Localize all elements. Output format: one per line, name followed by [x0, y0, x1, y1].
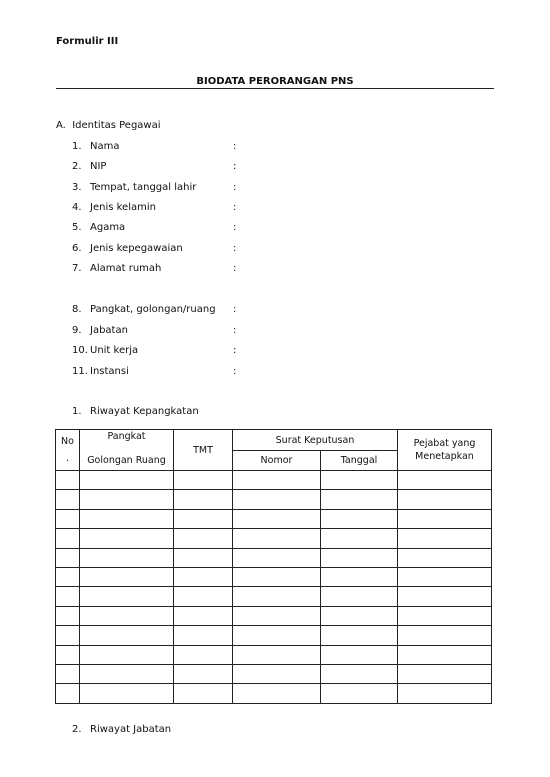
field-label: Jenis kelamin	[90, 202, 156, 213]
table-cell[interactable]	[233, 645, 321, 664]
field-number: 1.	[72, 141, 82, 152]
table-cell[interactable]	[56, 606, 80, 625]
table-cell[interactable]	[80, 509, 174, 528]
field-colon: :	[233, 182, 237, 193]
table-cell[interactable]	[321, 509, 398, 528]
field-colon: :	[233, 325, 237, 336]
riwayat-kepangkatan-number: 1.	[72, 406, 82, 417]
table-cell[interactable]	[233, 606, 321, 625]
table-cell[interactable]	[56, 529, 80, 548]
table-cell[interactable]	[174, 606, 233, 625]
table-cell[interactable]	[56, 490, 80, 509]
table-cell[interactable]	[398, 626, 492, 645]
section-a-letter: A.	[56, 120, 66, 131]
table-cell[interactable]	[398, 587, 492, 606]
field-colon: :	[233, 222, 237, 233]
table-cell[interactable]	[321, 684, 398, 703]
table-cell[interactable]	[233, 587, 321, 606]
field-label: Jenis kepegawaian	[90, 243, 183, 254]
table-row	[56, 509, 492, 528]
field-label: Alamat rumah	[90, 263, 162, 274]
table-cell[interactable]	[398, 567, 492, 586]
riwayat-jabatan-number: 2.	[72, 724, 82, 735]
table-cell[interactable]	[174, 684, 233, 703]
table-cell[interactable]	[80, 567, 174, 586]
field-number: 2.	[72, 161, 82, 172]
table-cell[interactable]	[80, 529, 174, 548]
field-colon: :	[233, 141, 237, 152]
header-nomor: Nomor	[233, 451, 321, 471]
table-cell[interactable]	[174, 471, 233, 490]
field-number: 10.	[72, 345, 88, 356]
header-golongan-ruang: Golongan Ruang	[80, 451, 174, 471]
table-cell[interactable]	[174, 529, 233, 548]
table-cell[interactable]	[321, 645, 398, 664]
field-number: 5.	[72, 222, 82, 233]
field-label: Instansi	[90, 366, 129, 377]
table-row	[56, 684, 492, 703]
table-row	[56, 548, 492, 567]
table-cell[interactable]	[398, 548, 492, 567]
section-a-heading	[56, 120, 161, 131]
table-cell[interactable]	[56, 645, 80, 664]
table-cell[interactable]	[233, 509, 321, 528]
table-cell[interactable]	[174, 567, 233, 586]
table-cell[interactable]	[233, 684, 321, 703]
table-cell[interactable]	[321, 664, 398, 683]
table-cell[interactable]	[56, 471, 80, 490]
table-cell[interactable]	[80, 490, 174, 509]
table-cell[interactable]	[398, 471, 492, 490]
field-label: NIP	[90, 161, 107, 172]
table-row	[56, 645, 492, 664]
table-row	[56, 606, 492, 625]
table-cell[interactable]	[174, 509, 233, 528]
header-pangkat: Pangkat	[80, 430, 174, 451]
field-colon: :	[233, 202, 237, 213]
table-cell[interactable]	[321, 606, 398, 625]
header-tmt: TMT	[174, 430, 233, 471]
table-cell[interactable]	[321, 471, 398, 490]
table-cell[interactable]	[398, 490, 492, 509]
field-label: Unit kerja	[90, 345, 139, 356]
field-label: Nama	[90, 141, 120, 152]
field-colon: :	[233, 304, 237, 315]
header-pejabat: Pejabat yang Menetapkan	[398, 430, 492, 471]
field-number: 11.	[72, 366, 88, 377]
table-cell[interactable]	[321, 548, 398, 567]
field-number: 8.	[72, 304, 82, 315]
table-cell[interactable]	[174, 490, 233, 509]
document-title: BIODATA PERORANGAN PNS	[196, 76, 354, 87]
table-cell[interactable]	[80, 626, 174, 645]
field-colon: :	[233, 243, 237, 254]
table-cell[interactable]	[233, 626, 321, 645]
header-tanggal: Tanggal	[321, 451, 398, 471]
header-no-text: No	[61, 436, 74, 447]
field-number: 6.	[72, 243, 82, 254]
table-cell[interactable]	[174, 664, 233, 683]
riwayat-kepangkatan-table	[55, 429, 492, 704]
table-cell[interactable]	[56, 587, 80, 606]
table-row	[56, 471, 492, 490]
header-surat-keputusan: Surat Keputusan	[233, 430, 398, 451]
table-cell[interactable]	[321, 567, 398, 586]
table-cell[interactable]	[398, 684, 492, 703]
table-cell[interactable]	[321, 490, 398, 509]
table-cell[interactable]	[56, 509, 80, 528]
riwayat-jabatan-title: Riwayat Jabatan	[90, 724, 172, 735]
field-label: Tempat, tanggal lahir	[90, 182, 197, 193]
table-cell[interactable]	[233, 471, 321, 490]
table-cell[interactable]	[321, 529, 398, 548]
table-row	[56, 664, 492, 683]
table-cell[interactable]	[233, 548, 321, 567]
table-cell[interactable]	[233, 567, 321, 586]
riwayat-kepangkatan-title: Riwayat Kepangkatan	[90, 406, 199, 417]
field-label: Jabatan	[90, 325, 128, 336]
table-cell[interactable]	[56, 548, 80, 567]
table-cell[interactable]	[233, 664, 321, 683]
table-cell[interactable]	[56, 684, 80, 703]
table-cell[interactable]	[398, 529, 492, 548]
field-colon: :	[233, 161, 237, 172]
table-cell[interactable]	[174, 548, 233, 567]
table-cell[interactable]	[80, 664, 174, 683]
field-colon: :	[233, 345, 237, 356]
field-number: 7.	[72, 263, 82, 274]
table-cell[interactable]	[233, 529, 321, 548]
table-cell[interactable]	[56, 626, 80, 645]
table-cell[interactable]	[174, 587, 233, 606]
field-label: Agama	[90, 222, 126, 233]
form-number-label: Formulir III	[56, 36, 119, 47]
table-cell[interactable]	[174, 645, 233, 664]
table-cell[interactable]	[321, 626, 398, 645]
table-row	[56, 587, 492, 606]
table-cell[interactable]	[233, 490, 321, 509]
table-row	[56, 567, 492, 586]
table-cell[interactable]	[174, 626, 233, 645]
table-row	[56, 626, 492, 645]
header-no-dot: .	[65, 453, 70, 464]
table-cell[interactable]	[56, 567, 80, 586]
table-row	[56, 529, 492, 548]
table-cell[interactable]	[80, 645, 174, 664]
table-cell[interactable]	[398, 664, 492, 683]
table-row	[56, 490, 492, 509]
table-cell[interactable]	[80, 606, 174, 625]
table-cell[interactable]	[398, 645, 492, 664]
header-no	[56, 430, 80, 471]
field-colon: :	[233, 263, 237, 274]
field-number: 3.	[72, 182, 82, 193]
table-cell[interactable]	[80, 548, 174, 567]
table-cell[interactable]	[56, 664, 80, 683]
table-cell[interactable]	[398, 606, 492, 625]
table-cell[interactable]	[80, 587, 174, 606]
title-underline	[56, 88, 494, 89]
table-cell[interactable]	[321, 587, 398, 606]
table-cell[interactable]	[80, 471, 174, 490]
field-colon: :	[233, 366, 237, 377]
section-a-title: Identitas Pegawai	[72, 120, 161, 131]
table-cell[interactable]	[80, 684, 174, 703]
field-number: 4.	[72, 202, 82, 213]
field-number: 9.	[72, 325, 82, 336]
table-cell[interactable]	[398, 509, 492, 528]
field-label: Pangkat, golongan/ruang	[90, 304, 216, 315]
